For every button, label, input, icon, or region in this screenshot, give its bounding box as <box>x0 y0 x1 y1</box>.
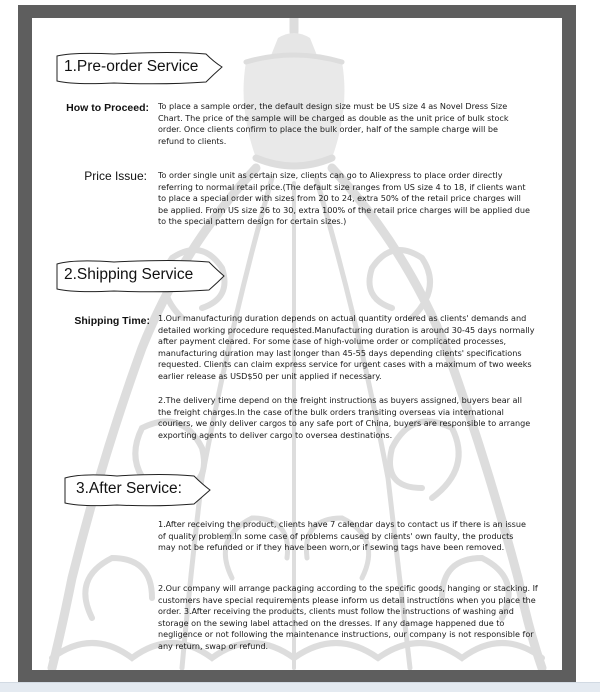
section-heading-preorder <box>54 48 224 88</box>
section-heading-after <box>62 470 212 510</box>
price-issue-label: Price Issue: <box>84 169 147 183</box>
after-service-text-2: 2.Our company will arrange packaging according to the specific goods, hanging or stacking. If customers have special requirements please inform us detail instructions when you place the order. 3.After receiving the products, clients must follow the instructions of washing and storage on the sewing label attached on the dresses. If any damage happened due to negligence or not following the maintenance instructions, our company is not responsible for any return, swap or refund. <box>158 583 538 651</box>
section-heading-shipping <box>54 256 226 296</box>
section-title: 3.After Service: <box>76 480 182 497</box>
how-to-proceed-text: To place a sample order, the default design size must be US size 4 as Novel Dress Size Chart. The price of the sample will be charged as double as the unit price of bulk stock order. Once clients confirm to place the bulk order, half of the sample charge will be refund to clients. <box>158 101 509 146</box>
document-page <box>32 18 562 670</box>
delivery-time-text: 2.The delivery time depend on the freight instructions as buyers assigned, buyers bear all the freight charges.In the case of the bulk orders transiting overseas via international couriers, we only deliver cargos to any safe port of China, buyers are responsible to arrange exporting agents to deliver cargo to oversea destinations. <box>158 395 531 440</box>
section-title: 1.Pre-order Service <box>64 58 199 75</box>
section-title: 2.Shipping Service <box>64 266 194 283</box>
shipping-time-text: 1.Our manufacturing duration depends on actual quantity ordered as clients' demands and detailed working procedure requested.Manufacturing duration is around 30-45 days normally after payment cleared. For some case of high-volume order or complicated processes, manufacturing duration may last longer than 45-55 days depending clients' specifications requested. Clients can claim express service for urgent cases with a maximum of two weeks earlier release as USD$50 per unit applied if necessary. <box>158 313 535 381</box>
how-to-proceed-label: How to Proceed: <box>66 102 149 114</box>
after-service-text-1: 1.After receiving the product, clients have 7 calendar days to contact us if there is an issue of quality problem.In some case of problems caused by clients' own faulty, the products may not be refunded or if they have been worn,or if sewing tags have been removed. <box>158 519 526 553</box>
price-issue-text: To order single unit as certain size, clients can go to Aliexpress to place order directly referring to normal retail price.(The default size ranges from US size 4 to 18, if clients want to place a special order with sizes from 20 to 24, extra 50% of the retail price charges will be applied. From US size 26 to 30, extra 100% of the retail price charges will be applied due to the special pattern design for certain sizes.) <box>158 170 530 227</box>
shipping-time-label: Shipping Time: <box>74 315 150 327</box>
